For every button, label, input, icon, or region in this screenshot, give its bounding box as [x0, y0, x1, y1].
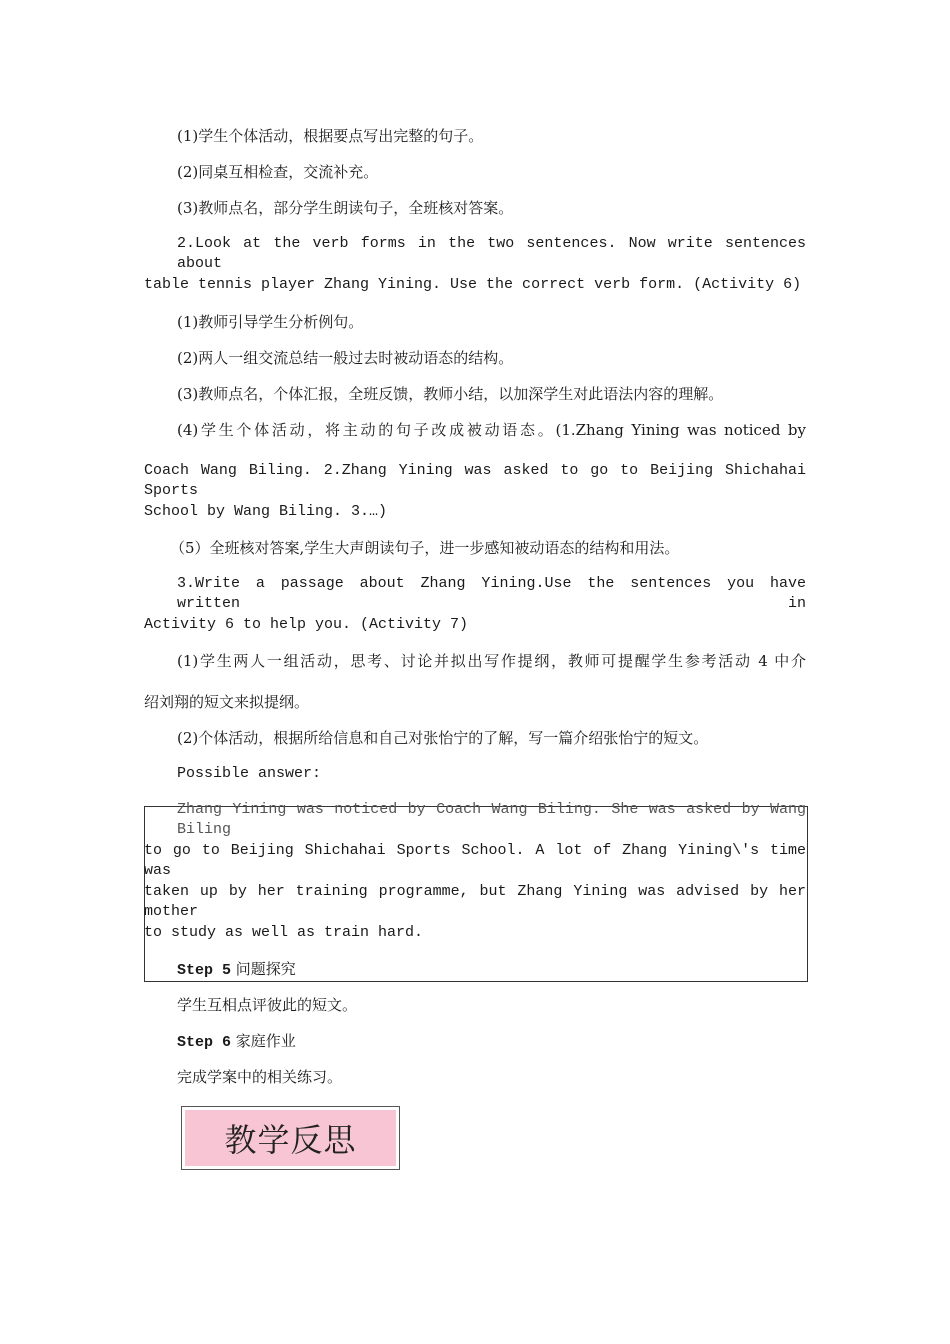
answer-line-2: to go to Beijing Shichahai Sports School. A lot of Zhang Yining\'s time was [144, 842, 806, 879]
answer-line-4: to study as well as train hard. [144, 924, 424, 941]
step6-text: 完成学案中的相关练习。 [177, 1068, 343, 1086]
teaching-reflection-badge [181, 1106, 400, 1170]
answer-line-3: taken up by her training programme, but Zhang Yining was advised by her mother [144, 883, 806, 920]
step5-title: 问题探究 [235, 960, 296, 978]
activity7-instruction-line2: Activity 6 to help you. (Activity 7) [144, 616, 469, 633]
activity7-instruction-line1: 3.Write a passage about Zhang Yining.Use the sentences you have written in [177, 575, 806, 612]
step4-item-1: (1)学生个体活动，根据要点写出完整的句子。 [177, 127, 484, 145]
answer-line-1: Zhang Yining was noticed by Coach Wang Biling. She was asked by Wang Biling [177, 801, 806, 838]
step4-item-3: (3)教师点名，部分学生朗读句子，全班核对答案。 [177, 199, 514, 217]
activity6-item-4-line2: Coach Wang Biling. 2.Zhang Yining was asked to go to Beijing Shichahai Sports [144, 462, 806, 499]
activity7-item-1-line1: (1)学生两人一组活动，思考、讨论并拟出写作提纲，教师可提醒学生参考活动 4 中介 [177, 652, 806, 670]
activity6-item-1: (1)教师引导学生分析例句。 [177, 313, 364, 331]
activity6-item-4-line3: School by Wang Biling. 3.…) [144, 503, 388, 520]
activity6-instruction-line1: 2.Look at the verb forms in the two sentences. Now write sentences about [177, 235, 806, 272]
step5-text: 学生互相点评彼此的短文。 [177, 996, 358, 1014]
step6-heading [177, 1031, 296, 1053]
activity6-item-2: (2)两人一组交流总结一般过去时被动语态的结构。 [177, 349, 514, 367]
teaching-reflection-label: 教学反思 [185, 1110, 396, 1166]
possible-answer-label: Possible answer: [177, 765, 322, 782]
step6-label: Step 6 [177, 1034, 232, 1051]
step6-title: 家庭作业 [235, 1032, 296, 1050]
activity7-item-1-line2: 绍刘翔的短文来拟提纲。 [144, 693, 310, 711]
activity6-item-3: (3)教师点名，个体汇报，全班反馈，教师小结，以加深学生对此语法内容的理解。 [177, 385, 724, 403]
step5-heading [177, 959, 296, 981]
activity7-item-2: (2)个体活动，根据所给信息和自己对张怡宁的了解，写一篇介绍张怡宁的短文。 [177, 729, 709, 747]
activity6-item-5: （5）全班核对答案,学生大声朗读句子，进一步感知被动语态的结构和用法。 [170, 539, 680, 557]
step5-label: Step 5 [177, 962, 232, 979]
step4-item-2: (2)同桌互相检查，交流补充。 [177, 163, 379, 181]
activity6-instruction-line2: table tennis player Zhang Yining. Use the correct verb form. (Activity 6) [144, 276, 802, 293]
activity6-item-4-line1: (4)学生个体活动，将主动的句子改成被动语态。(1.Zhang Yining was noticed by [177, 421, 806, 439]
